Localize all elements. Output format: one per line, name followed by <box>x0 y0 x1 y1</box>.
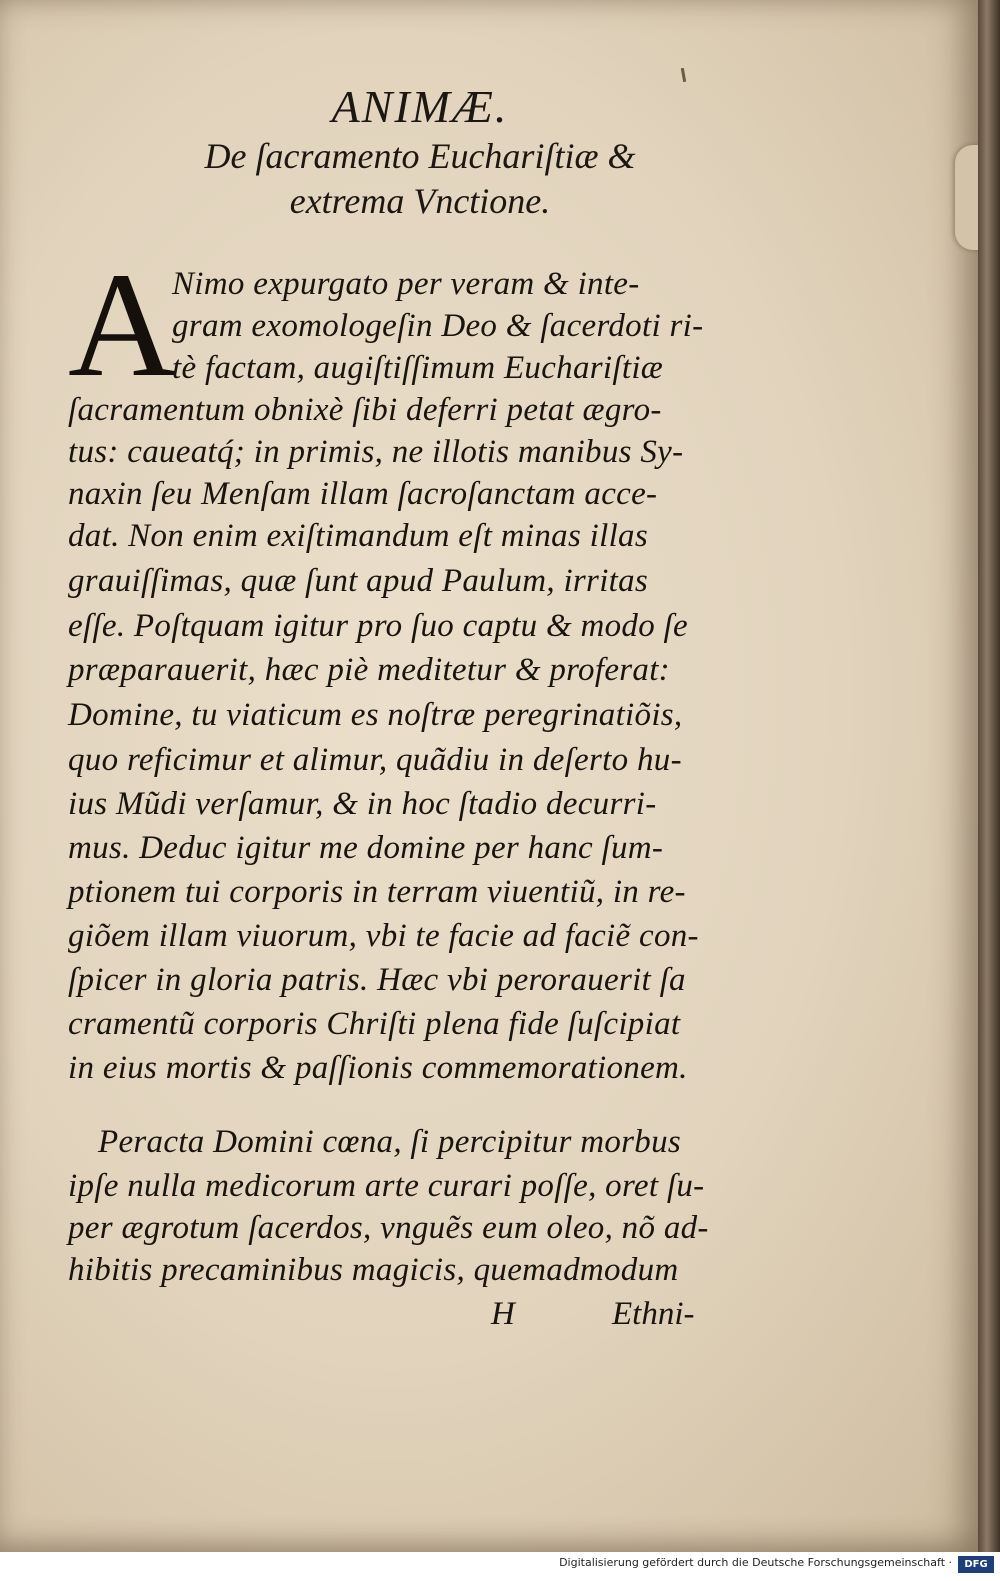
body-line: ſpicer in gloria patris. Hæc vbi perorauerit ſa <box>68 962 686 998</box>
body-line: giõem illam viuorum, vbi te facie ad faciẽ con- <box>68 918 699 954</box>
body-line: Domine, tu viaticum es noſtræ peregrinatiõis, <box>68 697 683 733</box>
body-line: hibitis precaminibus magicis, quemadmodum <box>68 1252 679 1288</box>
book-edge <box>978 0 1000 1552</box>
body-line: grauiſſimas, quæ ſunt apud Paulum, irritas <box>68 563 649 599</box>
dfg-logo: DFG <box>958 1556 994 1573</box>
body-line: præparauerit, hæc piè meditetur & proferat: <box>68 652 670 688</box>
body-line: ptionem tui corporis in terram viuentiũ, in re- <box>68 874 686 910</box>
body-line: ſacramentum obnixè ſibi deferri petat ægro- <box>68 392 662 428</box>
body-line: Peracta Domini cœna, ſi percipitur morbus <box>98 1124 682 1160</box>
body-line: gram exomologeſin Deo & ſacerdoti ri- <box>172 308 704 344</box>
signature-mark: H <box>491 1296 515 1332</box>
body-line: tus: caueatq́; in primis, ne illotis manibus Sy- <box>68 434 684 470</box>
catchword: Ethni- <box>612 1296 695 1332</box>
body-line: tè factam, augiſtiſſimum Euchariſtiæ <box>172 350 664 386</box>
body-line: ipſe nulla medicorum arte curari poſſe, oret ſu- <box>68 1168 705 1204</box>
body-line: naxin ſeu Menſam illam ſacroſanctam acce- <box>68 476 658 512</box>
body-line: ius Mũdi verſamur, & in hoc ſtadio decurri- <box>68 786 657 822</box>
body-line: per ægrotum ſacerdos, vnguẽs eum oleo, nõ ad- <box>68 1210 709 1246</box>
body-line: Nimo expurgato per veram & inte- <box>172 266 640 302</box>
body-line: mus. Deduc igitur me domine per hanc ſum- <box>68 830 664 866</box>
body-line: in eius mortis & paſſionis commemorationem. <box>68 1050 688 1086</box>
section-heading-line-2: extrema Vnctione. <box>289 181 551 221</box>
section-heading-line-1: De ſacramento Euchariſtiæ & <box>204 136 636 176</box>
body-line: eſſe. Poſtquam igitur pro ſuo captu & modo ſe <box>68 608 688 644</box>
body-line: cramentũ corporis Chriſti plena fide ſuſcipiat <box>68 1006 681 1042</box>
drop-cap-initial: A <box>68 242 177 408</box>
page-title: ANIMÆ. <box>331 81 509 132</box>
body-line: quo reficimur et alimur, quãdiu in deſerto hu- <box>68 742 682 778</box>
footer-credit: Digitalisierung gefördert durch die Deutsche Forschungsgemeinschaft · <box>559 1556 952 1569</box>
body-line: dat. Non enim exiſtimandum eſt minas illas <box>68 518 648 554</box>
